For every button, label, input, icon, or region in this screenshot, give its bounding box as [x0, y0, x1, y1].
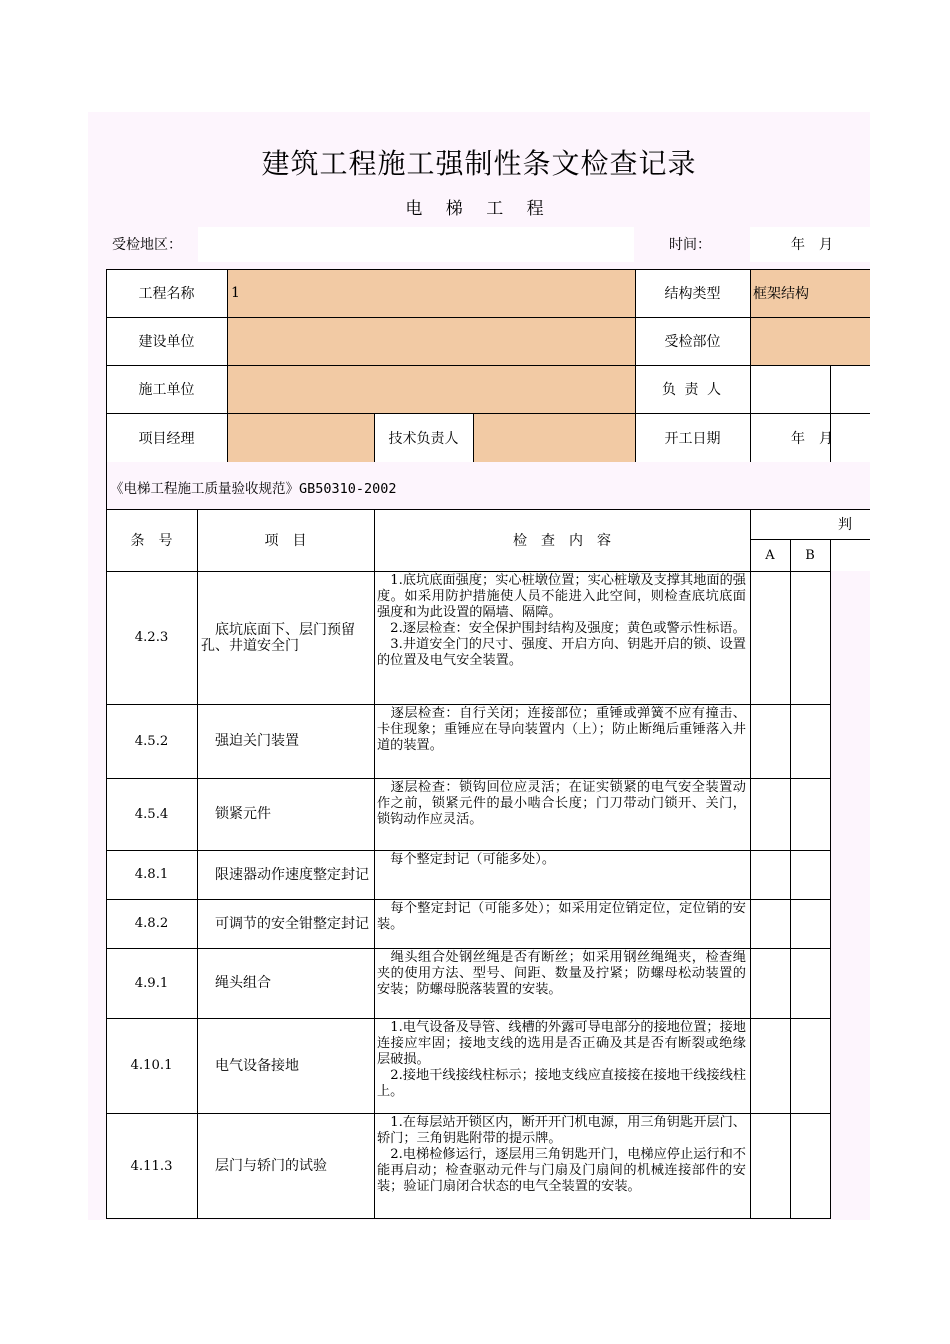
grid-lines — [88, 112, 870, 1220]
clause-item: 限速器动作速度整定封记 — [201, 866, 369, 883]
col-item-header: 项 目 — [264, 533, 307, 549]
structure-label: 结构类型 — [664, 286, 721, 302]
region-label: 受检地区： — [112, 237, 182, 253]
clause-item: 强迫关门装置 — [201, 733, 299, 749]
clause-content: 每个整定封记（可能多处）。 — [377, 852, 556, 867]
clause-number: 4.5.2 — [134, 733, 169, 749]
time-label: 时间： — [669, 237, 711, 253]
sheet — [88, 112, 870, 1220]
clause-number: 4.8.2 — [134, 916, 169, 931]
col-no-header: 条 号 — [130, 533, 173, 549]
clause-number: 4.11.3 — [130, 1158, 173, 1174]
col-content-header: 检 查 内 容 — [513, 533, 611, 549]
page-subtitle: 电 梯 工 程 — [405, 199, 553, 219]
structure-value[interactable]: 框架结构 — [753, 286, 809, 302]
clause-number: 4.10.1 — [130, 1058, 173, 1073]
time-value: 年 月 — [791, 237, 833, 253]
clause-content: 1.电气设备及导管、线槽的外露可导电部分的接地位置；接地连接应牢固；接地支线的选用是否正确及其是否有断裂或绝缘层破损。 2.接地干线接线柱标示；接地支线应直接接在接地干线接线柱上。 — [377, 1020, 746, 1099]
pm-label: 项目经理 — [138, 430, 195, 447]
clause-item: 底坑底面下、层门预留孔、井道安全门 — [201, 621, 355, 654]
project-name-label: 工程名称 — [138, 286, 195, 302]
clause-content: 每个整定封记（可能多处）；如采用定位销定位，定位销的安装。 — [377, 901, 746, 932]
clause-number: 4.2.3 — [134, 630, 169, 645]
owner-label: 建设单位 — [138, 334, 195, 350]
clause-number: 4.8.1 — [134, 867, 169, 882]
page-title: 建筑工程施工强制性条文检查记录 — [261, 147, 697, 180]
standard-reference: 《电梯工程施工质量验收规范》GB50310-2002 — [110, 481, 397, 497]
clause-number: 4.9.1 — [134, 975, 169, 991]
clause-item: 层门与轿门的试验 — [201, 1158, 327, 1174]
col-b-header: B — [805, 547, 815, 563]
clause-number: 4.5.4 — [134, 806, 169, 822]
inspected-part-label: 受检部位 — [664, 334, 721, 350]
clause-content: 逐层检查：自行关闭；连接部位；重锤或弹簧不应有撞击、卡住现象；重锤应在导向装置内（上）；防止断绳后重锤落入井道的装置。 — [377, 706, 746, 753]
clause-content: 1.在每层站开锁区内，断开开门机电源，用三角钥匙开层门、轿门；三角钥匙附带的提示牌。 2.电梯检修运行，逐层用三角钥匙开门，电梯应停止运行和不能再启动；检查驱动元件与门扇及门扇间的机械连接部件的安装；验证门扇闭合状态的电气全装置的安装。 — [377, 1115, 746, 1194]
responsible-label: 负 责 人 — [662, 382, 723, 398]
clause-item: 锁紧元件 — [201, 806, 271, 822]
clause-content: 1.底坑底面强度；实心桩墩位置；实心桩墩及支撑其地面的强度。如采用防护措施使人员不能进入此空间，则检查底坑底面强度和为此设置的隔墙、隔障。 2.逐层检查：安全保护围封结构及强度；黄色或警示性标语。 3.井道安全门的尺寸、强度、开启方向、钥匙开启的锁、设置的位置及电气安全装置。 — [377, 573, 746, 668]
col-judge-header: 判 — [838, 517, 852, 533]
clause-item: 电气设备接地 — [201, 1057, 299, 1074]
tech-label: 技术负责人 — [388, 430, 459, 447]
start-date-label: 开工日期 — [664, 430, 721, 447]
project-name-value[interactable]: 1 — [231, 285, 240, 301]
clause-item: 可调节的安全钳整定封记 — [201, 915, 369, 932]
clause-content: 逐层检查：锁钩回位应灵活；在证实锁紧的电气安全装置动作之前，锁紧元件的最小啮合长度；门刀带动门锁开、关门，锁钩动作应灵活。 — [377, 780, 746, 827]
clause-item: 绳头组合 — [201, 975, 271, 991]
col-a-header: A — [765, 547, 775, 563]
clause-content: 绳头组合处钢丝绳是否有断丝；如采用钢丝绳绳夹，检查绳夹的使用方法、型号、间距、数量及拧紧；防螺母松动装置的安装；防螺母脱落装置的安装。 — [377, 950, 746, 997]
contractor-label: 施工单位 — [138, 382, 195, 398]
start-date-value[interactable]: 年 月 — [791, 430, 833, 447]
